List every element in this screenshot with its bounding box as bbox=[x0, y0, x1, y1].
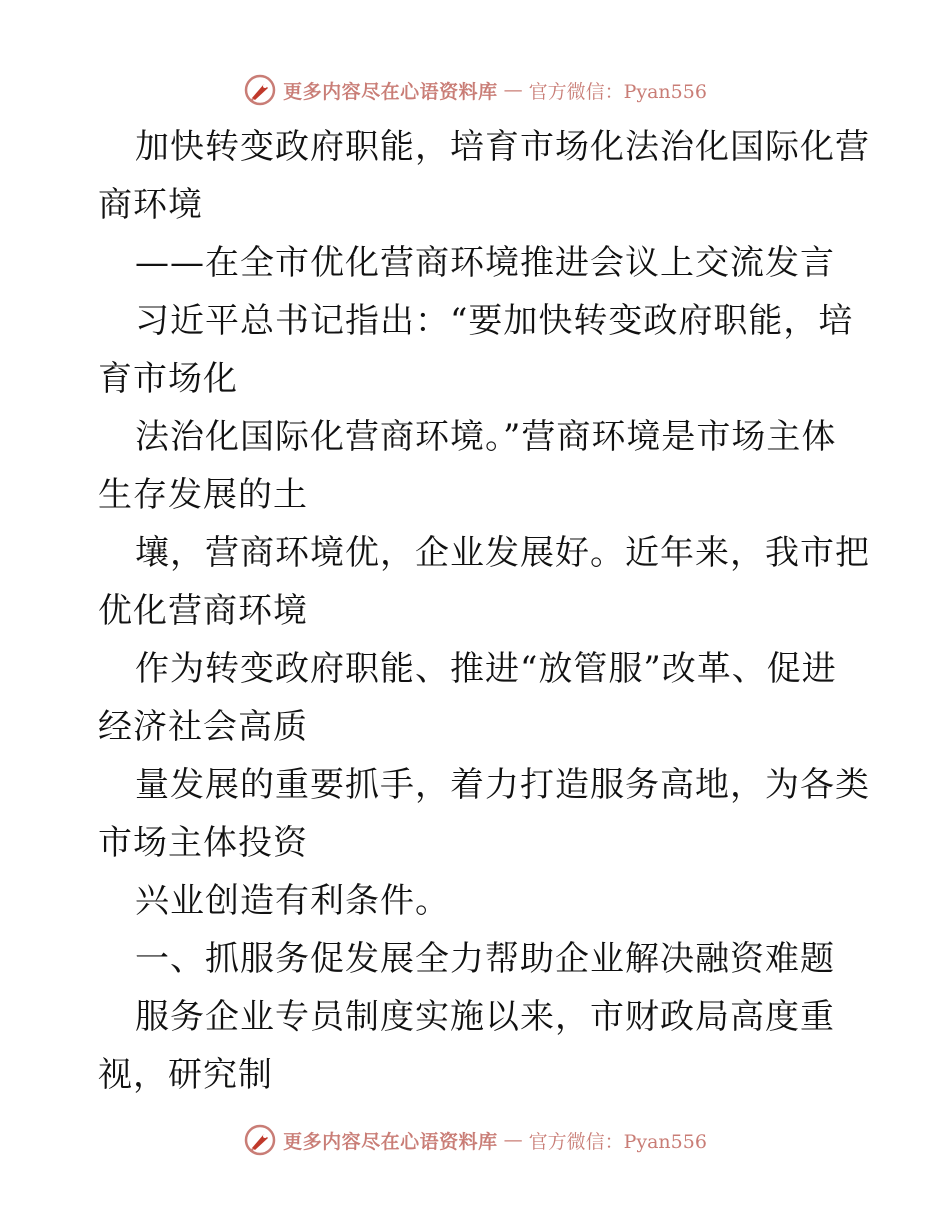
pen-nib-logo-icon bbox=[243, 1123, 277, 1157]
text-line: 一、抓服务促发展全力帮助企业解决融资难题 bbox=[135, 939, 835, 979]
pen-nib-logo-icon bbox=[243, 73, 277, 107]
text-line: 视，研究制 bbox=[98, 1055, 273, 1095]
text-line: 服务企业专员制度实施以来，市财政局高度重 bbox=[135, 997, 835, 1037]
text-line: 加快转变政府职能，培育市场化法治化国际化营 bbox=[135, 127, 870, 167]
text-line: 育市场化 bbox=[98, 359, 238, 399]
text-line: 习近平总书记指出：“要加快转变政府职能，培 bbox=[135, 301, 854, 341]
text-line: 生存发展的土 bbox=[98, 475, 308, 515]
text-line: ——在全市优化营商环境推进会议上交流发言 bbox=[135, 243, 835, 283]
text-line: 经济社会高质 bbox=[98, 707, 308, 747]
text-line: 兴业创造有利条件。 bbox=[135, 881, 450, 921]
watermark-separator: — bbox=[503, 79, 523, 101]
text-line: 作为转变政府职能、推进“放管服”改革、促进 bbox=[135, 649, 837, 689]
document-body bbox=[98, 118, 870, 1104]
footer-watermark bbox=[0, 1120, 950, 1160]
header-watermark bbox=[0, 70, 950, 110]
watermark-brand: 更多内容尽在心语资料库 bbox=[283, 80, 498, 103]
text-line: 商环境 bbox=[98, 185, 203, 225]
text-line: 优化营商环境 bbox=[98, 591, 308, 631]
text-line: 壤，营商环境优，企业发展好。近年来，我市把 bbox=[135, 533, 870, 573]
watermark-brand: 更多内容尽在心语资料库 bbox=[283, 1130, 498, 1153]
watermark-separator: — bbox=[503, 1129, 523, 1151]
text-line: 量发展的重要抓手，着力打造服务高地，为各类 bbox=[135, 765, 870, 805]
text-line: 市场主体投资 bbox=[98, 823, 308, 863]
watermark-contact: 官方微信：Pyan556 bbox=[528, 80, 707, 103]
text-line: 法治化国际化营商环境。”营商环境是市场主体 bbox=[135, 417, 837, 457]
watermark-contact: 官方微信：Pyan556 bbox=[528, 1130, 707, 1153]
